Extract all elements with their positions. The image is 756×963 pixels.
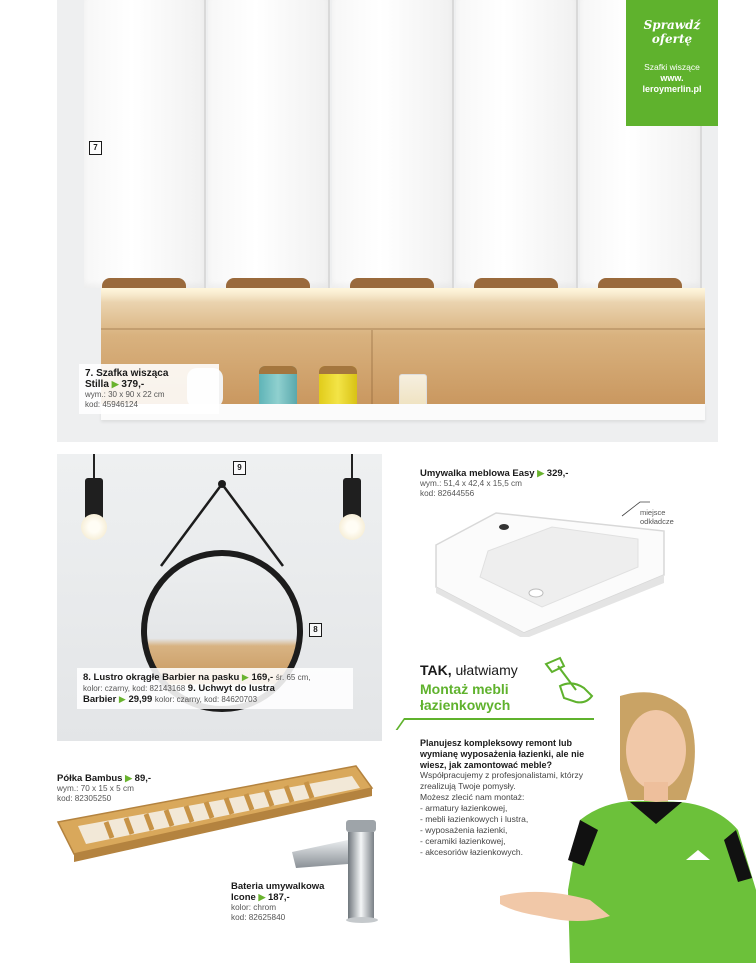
tap-hole [499, 524, 509, 530]
montaz-body-text2: Możesz zlecić nam montaż: [420, 792, 525, 802]
sink-code: kod: 82644556 [420, 489, 475, 498]
product-9-spec: kolor: czarny, kod: 84620703 [154, 695, 258, 704]
drain [529, 589, 543, 597]
tap-name: Bateria umywalkowa [231, 881, 325, 892]
montaz-list-item: - ceramiki łazienkowej, [420, 836, 506, 846]
sink-price: 329,- [546, 468, 569, 479]
montaz-list-item: - mebli łazienkowych i lustra, [420, 814, 529, 824]
product-7-dims: wym.: 30 x 90 x 22 cm [85, 390, 165, 399]
tray-name: Półka Bambus [57, 773, 123, 784]
marker-9: 9 [233, 461, 246, 475]
product-9-line [83, 694, 347, 705]
sink-info [420, 468, 568, 499]
montaz-title-line1: Montaż mebli [420, 681, 509, 697]
cabinet-row [84, 0, 704, 288]
tap-model: Icone [231, 892, 256, 903]
promo-script-line1: Sprawdź [643, 18, 701, 32]
product-9-name: 9. Uchwyt do lustra [187, 683, 275, 694]
product-8-price: 169,- [251, 672, 274, 683]
tap-color: kolor: chrom [231, 903, 277, 912]
sink-callout-line1: miejsce [640, 508, 666, 517]
sink-dims: wym.: 51,4 x 42,4 x 15,5 cm [420, 479, 522, 488]
cabinet-door [332, 0, 454, 288]
product-9-price: 29,99 [128, 694, 153, 705]
hero-photo-wall-cabinets [57, 0, 718, 442]
tray-dims: wym.: 70 x 15 x 5 cm [57, 784, 134, 793]
tray-price: 89,- [134, 773, 152, 784]
cabinet-door [208, 0, 330, 288]
cabinet-door [84, 0, 206, 288]
product-8-line2 [83, 683, 347, 694]
promo-category: Szafki wiszące [644, 62, 700, 72]
wood-seam [371, 330, 373, 406]
montaz-list-item: - wyposażenia łazienki, [420, 825, 508, 835]
tak-rest: ułatwiamy [455, 662, 518, 678]
promo-script-line2: ofertę [651, 32, 693, 46]
montaz-list-item: - akcesoriów łazienkowych. [420, 847, 523, 857]
product-8-name: 8. Lustro okrągłe Barbier na pasku [83, 672, 240, 683]
marker-8: 8 [309, 623, 322, 637]
wood-seam [101, 328, 705, 330]
tap-info [231, 881, 324, 923]
product-7-info [79, 364, 219, 414]
promo-url-line2: leroymerlin.pl [642, 84, 702, 94]
cabinet-door [456, 0, 578, 288]
tray-code: kod: 82305250 [57, 794, 112, 803]
product-8-code: kolor: czarny, kod: 82143168 [83, 684, 186, 693]
product-8-line1 [83, 672, 347, 683]
mirror-photo [57, 454, 382, 741]
product-8-9-info [77, 668, 353, 709]
price-arrow-icon: ▶ [118, 694, 126, 704]
product-7-code: kod: 45946124 [85, 400, 138, 409]
marker-7: 7 [89, 141, 102, 155]
tap-price: 187,- [268, 892, 290, 903]
promo-badge[interactable] [626, 0, 718, 126]
price-arrow-icon: ▶ [125, 773, 133, 783]
washbasin-image [432, 505, 672, 637]
product-7-price: 379,- [121, 379, 145, 390]
candle-jar [399, 374, 427, 408]
tap-code: kod: 82625840 [231, 913, 286, 922]
montaz-tagline [420, 662, 518, 678]
price-arrow-icon: ▶ [537, 468, 545, 478]
tap-name-line2 [231, 892, 324, 903]
tak-word: TAK, [420, 662, 452, 678]
product-9-model: Barbier [83, 694, 117, 705]
sink-name: Umywalka meblowa Easy [420, 468, 535, 479]
led-glow [101, 288, 705, 302]
product-8-spec: śr. 65 cm, [275, 673, 311, 682]
product-7-name-line2 [85, 379, 213, 390]
montaz-list-item: - armatury łazienkowej, [420, 803, 508, 813]
price-arrow-icon: ▶ [241, 672, 249, 682]
sink-callout [640, 508, 674, 526]
montaz-body-text: Współpracujemy z profesjonalistami, którzy zrealizują Twoje pomysły. [420, 770, 583, 791]
product-7-model: Stilla [85, 379, 109, 390]
price-arrow-icon: ▶ [258, 892, 266, 902]
montaz-lead: Planujesz kompleksowy remont lub wymianę wyposażenia łazienki, ale nie wiesz, jak zamontować meble? [420, 738, 585, 770]
green-rule-tick [396, 718, 406, 730]
price-arrow-icon: ▶ [111, 379, 119, 389]
sink-name-line [420, 468, 568, 479]
product-7-name: 7. Szafka wisząca [85, 368, 169, 379]
sink-callout-line2: odkładcze [640, 517, 674, 526]
staff-woman-image [460, 690, 756, 963]
promo-url-line1: www. [660, 73, 684, 83]
montaz-title-line2: łazienkowych [420, 697, 511, 713]
